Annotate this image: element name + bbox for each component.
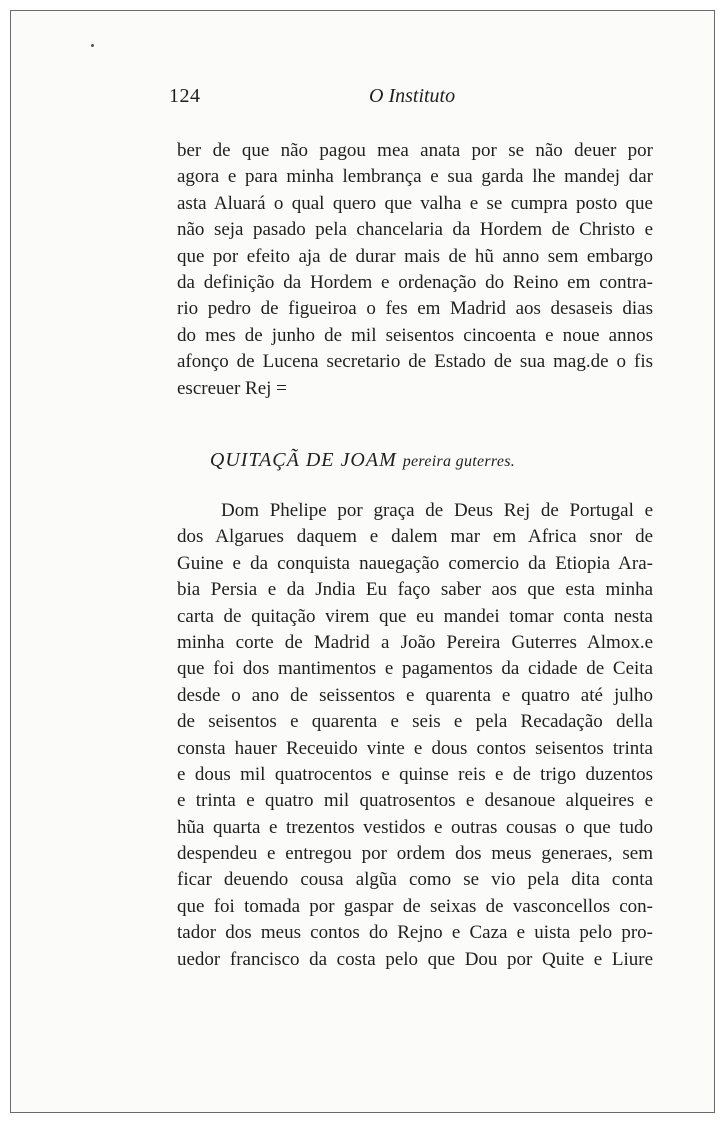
text-line: do mes de junho de mil seisentos cincoenta e noue annos (177, 324, 653, 346)
text-line: bia Persia e da Jndia Eu faço saber aos que esta minha (177, 579, 653, 601)
page-header (169, 85, 657, 115)
text-line: despendeu e entregou por ordem dos meus generaes, sem (177, 843, 653, 865)
text-line: consta hauer Receuido vinte e dous contos seisentos trinta (177, 737, 653, 759)
text-line: da definição da Hordem e ordenação do Reino em contra- (177, 271, 653, 293)
running-title: O Instituto (369, 85, 456, 107)
text-line: asta Aluará o qual quero que valha e se cumpra posto que (177, 192, 653, 214)
text-line: desde o ano de seissentos e quarenta e quatro até julho (177, 684, 653, 706)
text-line: que foi dos mantimentos e pagamentos da cidade de Ceita (177, 658, 653, 680)
text-line: Dom Phelipe por graça de Deus Rej de Portugal e (221, 500, 653, 521)
text-line: e trinta e quatro mil quatrosentos e desanoue alqueires e (177, 790, 653, 812)
section-heading-main: QUITAÇÃ DE JOAM (209, 449, 397, 471)
text-line: Guine e da conquista nauegação comercio da Etiopia Ara- (177, 552, 653, 574)
section-heading-sub: pereira guterres. (402, 453, 516, 470)
paragraph-1 (177, 138, 653, 402)
text-line: não seja pasado pela chancelaria da Hordem de Christo e (177, 219, 653, 241)
text-line: afonço de Lucena secretario de Estado de sua mag.de o fis (177, 351, 653, 373)
page-number: 124 (169, 85, 201, 107)
text-line: escreuer Rej = (177, 377, 287, 399)
text-line: ber de que não pagou mea anata por se não deuer por (177, 140, 653, 161)
text-line: que foi tomada por gaspar de seixas de vasconcellos con- (177, 895, 653, 917)
text-line: dos Algarues daquem e dalem mar em Africa snor de (177, 526, 653, 548)
section-heading (11, 449, 714, 472)
text-line: agora e para minha lembrança e sua garda lhe mandej dar (177, 166, 653, 188)
text-line: minha corte de Madrid a João Pereira Guterres Almox.e (177, 631, 653, 653)
text-line: carta de quitação virem que eu mandei tomar conta nesta (177, 605, 653, 627)
text-line: tador dos meus contos do Rejno e Caza e uista pelo pro- (177, 922, 653, 944)
text-line: que por efeito aja de durar mais de hũ anno sem embargo (177, 245, 653, 267)
document-page (10, 10, 715, 1113)
text-line: de seisentos e quarenta e seis e pela Recadação della (177, 711, 653, 733)
text-line: rio pedro de figueiroa o fes em Madrid aos desaseis dias (177, 298, 653, 320)
text-line: ficar deuendo cousa algũa como se vio pela dita conta (177, 869, 653, 891)
text-line: e dous mil quatrocentos e quinse reis e de trigo duzentos (177, 763, 653, 785)
text-line: hũa quarta e trezentos vestidos e outras cousas o que tudo (177, 816, 653, 838)
speck-mark (91, 44, 94, 47)
paragraph-2 (177, 498, 653, 973)
text-line: uedor francisco da costa pelo que Dou por Quite e Liure (177, 948, 653, 970)
